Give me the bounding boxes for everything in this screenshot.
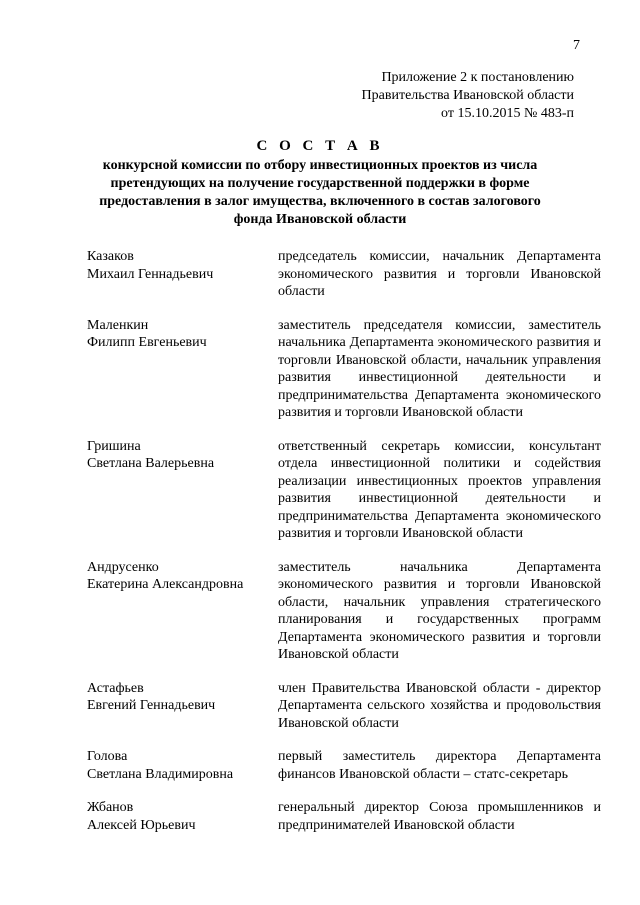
member-row (87, 799, 601, 834)
member-given-name: Светлана Владимировна (87, 766, 234, 782)
appendix-line-1: Приложение 2 к постановлению (381, 70, 574, 85)
page-number: 7 (573, 38, 580, 53)
member-role: генеральный директор Союза промышленников и предпринимателей Ивановской области (278, 800, 601, 833)
members-list (87, 248, 601, 850)
member-row (87, 317, 601, 422)
member-name (87, 748, 278, 783)
member-name (87, 317, 278, 422)
member-surname: Андрусенко (87, 559, 159, 575)
member-given-name: Филипп Евгеньевич (87, 335, 207, 350)
member-name (87, 438, 278, 543)
member-name (87, 799, 278, 834)
title-line-4: фонда Ивановской области (233, 212, 407, 227)
member-role: первый заместитель директора Департамента финансов Ивановской области – статс-секретарь (278, 749, 601, 782)
member-row (87, 680, 601, 733)
member-row (87, 248, 601, 301)
member-surname: Гришина (87, 438, 141, 454)
appendix-line-3: от 15.10.2015 № 483-п (441, 106, 574, 121)
appendix-header (274, 69, 574, 123)
member-role: заместитель начальника Департамента экономического развития и торговли Ивановской области, начальник управления стратегического планирования и государственных программ Департамента экономического развития и торговли Ивановской области (278, 559, 601, 662)
member-name (87, 680, 278, 733)
member-given-name: Михаил Геннадьевич (87, 266, 214, 282)
title-line-3: предоставления в залог имущества, включенного в состав залогового (99, 194, 541, 209)
title-word: С О С Т А В (256, 138, 384, 154)
member-given-name: Светлана Валерьевна (87, 456, 215, 471)
member-name (87, 559, 278, 664)
document-title (70, 137, 570, 229)
member-role: заместитель председателя комиссии, заместитель начальника Департамента экономического развития и торговли Ивановской области, начальник управления развития инвестиционной деятельности и предпринимательства Департамента экономического развития и торговли Ивановской области (278, 317, 601, 420)
member-name (87, 248, 278, 301)
member-row (87, 438, 601, 543)
member-given-name: Евгений Геннадьевич (87, 698, 216, 713)
member-row (87, 559, 601, 664)
member-role: председатель комиссии, начальник Департамента экономического развития и торговли Ивановской области (278, 249, 601, 299)
member-role: член Правительства Ивановской области - директор Департамента сельского хозяйства и продовольствия Ивановской области (278, 680, 601, 731)
member-given-name: Алексей Юрьевич (87, 817, 196, 833)
member-surname: Голова (87, 749, 128, 764)
member-surname: Маленкин (87, 317, 149, 333)
title-line-2: претендующих на получение государственной поддержки в форме (110, 176, 530, 191)
member-role: ответственный секретарь комиссии, консультант отдела инвестиционной политики и содействия реализации инвестиционных проектов управления развития инвестиционной деятельности и предпринимательства Департамента экономического развития и торговли Ивановской области (278, 438, 601, 541)
member-given-name: Екатерина Александровна (87, 577, 244, 592)
member-surname: Астафьев (87, 680, 144, 696)
title-line-1: конкурсной комиссии по отбору инвестиционных проектов из числа (102, 158, 538, 173)
appendix-line-2: Правительства Ивановской области (361, 88, 574, 103)
member-surname: Жбанов (87, 800, 134, 815)
member-surname: Казаков (87, 249, 134, 264)
member-row (87, 748, 601, 783)
